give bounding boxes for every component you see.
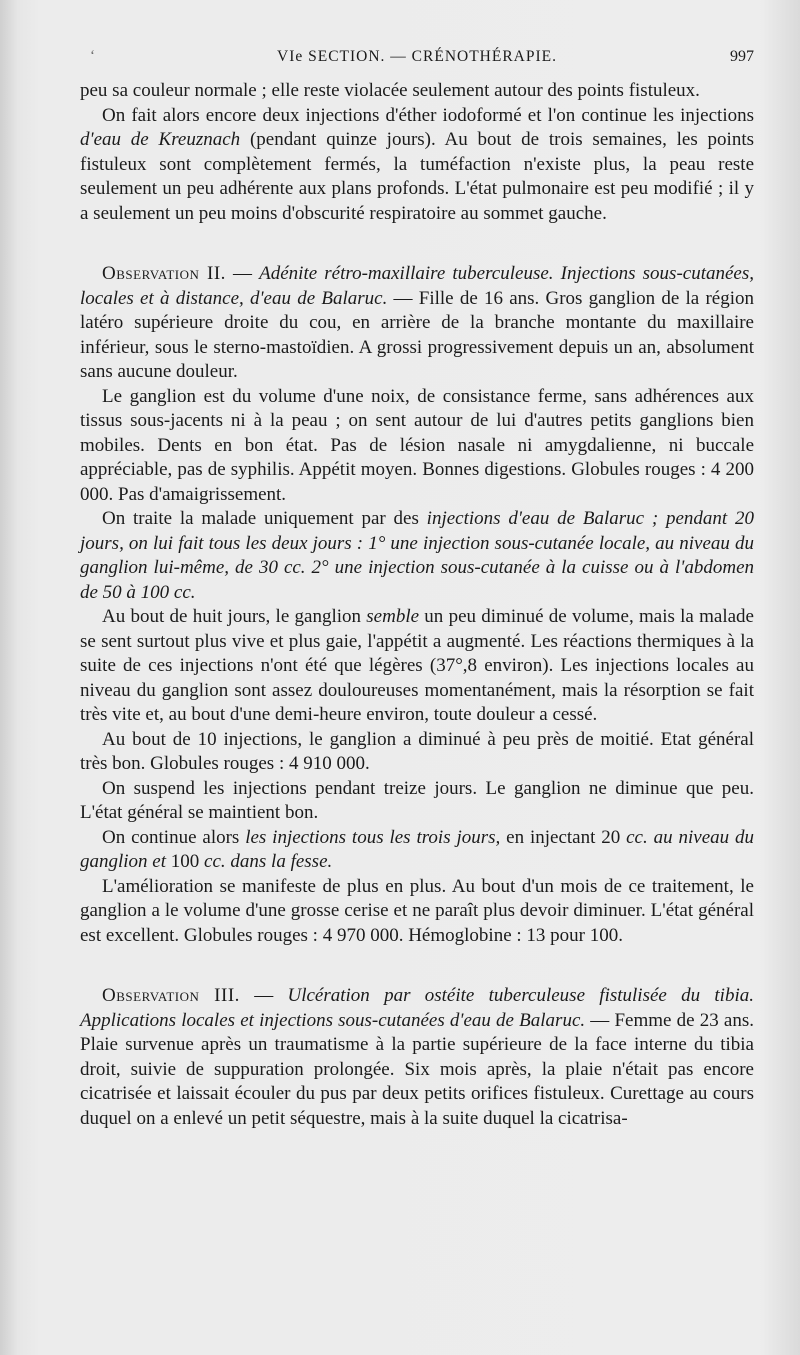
paragraph: On traite la malade uniquement par des injections d'eau de Balaruc ; pendant 20 jours, on lui fait tous les deux jours : 1° une injection sous-cutanée locale, au niveau du ganglion lui-même, de 30 cc. 2° une injection sous-cutanée à la cuisse ou à l'abdomen de 50 à 100 cc.	[80, 508, 754, 603]
page-body	[80, 79, 754, 1131]
paragraph: On continue alors les injections tous les trois jours, en injectant 20 cc. au niveau du ganglion et 100 cc. dans la fesse.	[80, 826, 755, 872]
paragraph: On suspend les injections pendant treize jours. Le ganglion ne diminue que peu. L'état général se maintient bon.	[80, 777, 754, 823]
observation-3-heading: Observation III. — Ulcération par ostéite tuberculeuse fistulisée du tibia. Applications locales et injections sous-cutanées d'eau de Balaruc. — Femme de 23 ans. Plaie survenue après un traumatisme à la partie supérieure de la face interne du tibia droit, suivie de suppuration prolongée. Six mois après, la plaie n'était pas encore cicatrisée et laissait écouler du pus par deux petits orifices fistuleux. Curettage au cours duquel on a enlevé un petit séquestre, mais à la suite duquel la cicatrisa-	[80, 985, 754, 1129]
paragraph: peu sa couleur normale ; elle reste violacée seulement autour des points fistuleux.	[80, 80, 700, 101]
paragraph: Le ganglion est du volume d'une noix, de consistance ferme, sans adhérences aux tissus sous-jacents ni à la peau ; on sent autour de lui d'autres petits ganglions bien mobiles. Dents en bon état. Pas de lésion nasale ni amygdalienne, ni buccale appréciable, pas de syphilis. Appétit moyen. Bonnes digestions. Globules rouges : 4 200 000. Pas d'amaigrissement.	[80, 385, 754, 505]
observation-label: Observation III.	[102, 985, 240, 1006]
paragraph: L'amélioration se manifeste de plus en plus. Au bout d'un mois de ce traitement, le ganglion a le volume d'une grosse cerise et ne paraît plus devoir diminuer. L'état général est excellent. Globules rouges : 4 970 000. Hémoglobine : 13 pour 100.	[80, 875, 754, 946]
margin-mark: ‘	[90, 48, 95, 64]
section-title: VIe SECTION. — CRÉNOTHÉRAPIE.	[277, 48, 557, 65]
paragraph: Au bout de huit jours, le ganglion semble un peu diminué de volume, mais la malade se sent surtout plus vive et plus gaie, l'appétit a augmenté. Les réactions thermiques à la suite de ces injections n'ont été que légères (37°,8 environ). Les injections locales au niveau du ganglion sont assez douloureuses momentanément, mais la résorption se fait très vite et, au bout d'une demi-heure environ, toute douleur a cessé.	[80, 606, 754, 725]
observation-2-heading: Observation II. — Adénite rétro-maxillaire tuberculeuse. Injections sous-cutanées, locales et à distance, d'eau de Balaruc. — Fille de 16 ans. Gros ganglion de la région latéro supérieure droite du cou, en arrière de la branche montante du maxillaire inférieur, sous le sterno-mastoïdien. A grossi progressivement depuis un an, absolument sans aucune douleur.	[80, 263, 754, 382]
paragraph: On fait alors encore deux injections d'éther iodoformé et l'on continue les injections d'eau de Kreuznach (pendant quinze jours). Au bout de trois semaines, les points fistuleux sont complètement fermés, la tuméfaction n'existe plus, la peau reste seulement un peu adhérente aux plans profonds. L'état pulmonaire est peu modifié ; il y a seulement un peu moins d'obscurité respiratoire au sommet gauche.	[80, 104, 754, 224]
section-gap	[80, 948, 754, 984]
section-gap	[80, 226, 754, 262]
observation-title: Adénite rétro-maxillaire tuberculeuse. Injections sous-cutanées, locales et à distance, d'eau de Balaruc.	[80, 263, 754, 309]
observation-label: Observation II.	[102, 263, 226, 284]
running-header	[80, 48, 754, 70]
observation-title: Ulcération par ostéite tuberculeuse fistulisée du tibia. Applications locales et injections sous-cutanées d'eau de Balaruc.	[80, 985, 754, 1031]
paragraph: Au bout de 10 injections, le ganglion a diminué à peu près de moitié. Etat général très bon. Globules rouges : 4 910 000.	[80, 728, 754, 774]
page-number: 997	[730, 48, 754, 65]
